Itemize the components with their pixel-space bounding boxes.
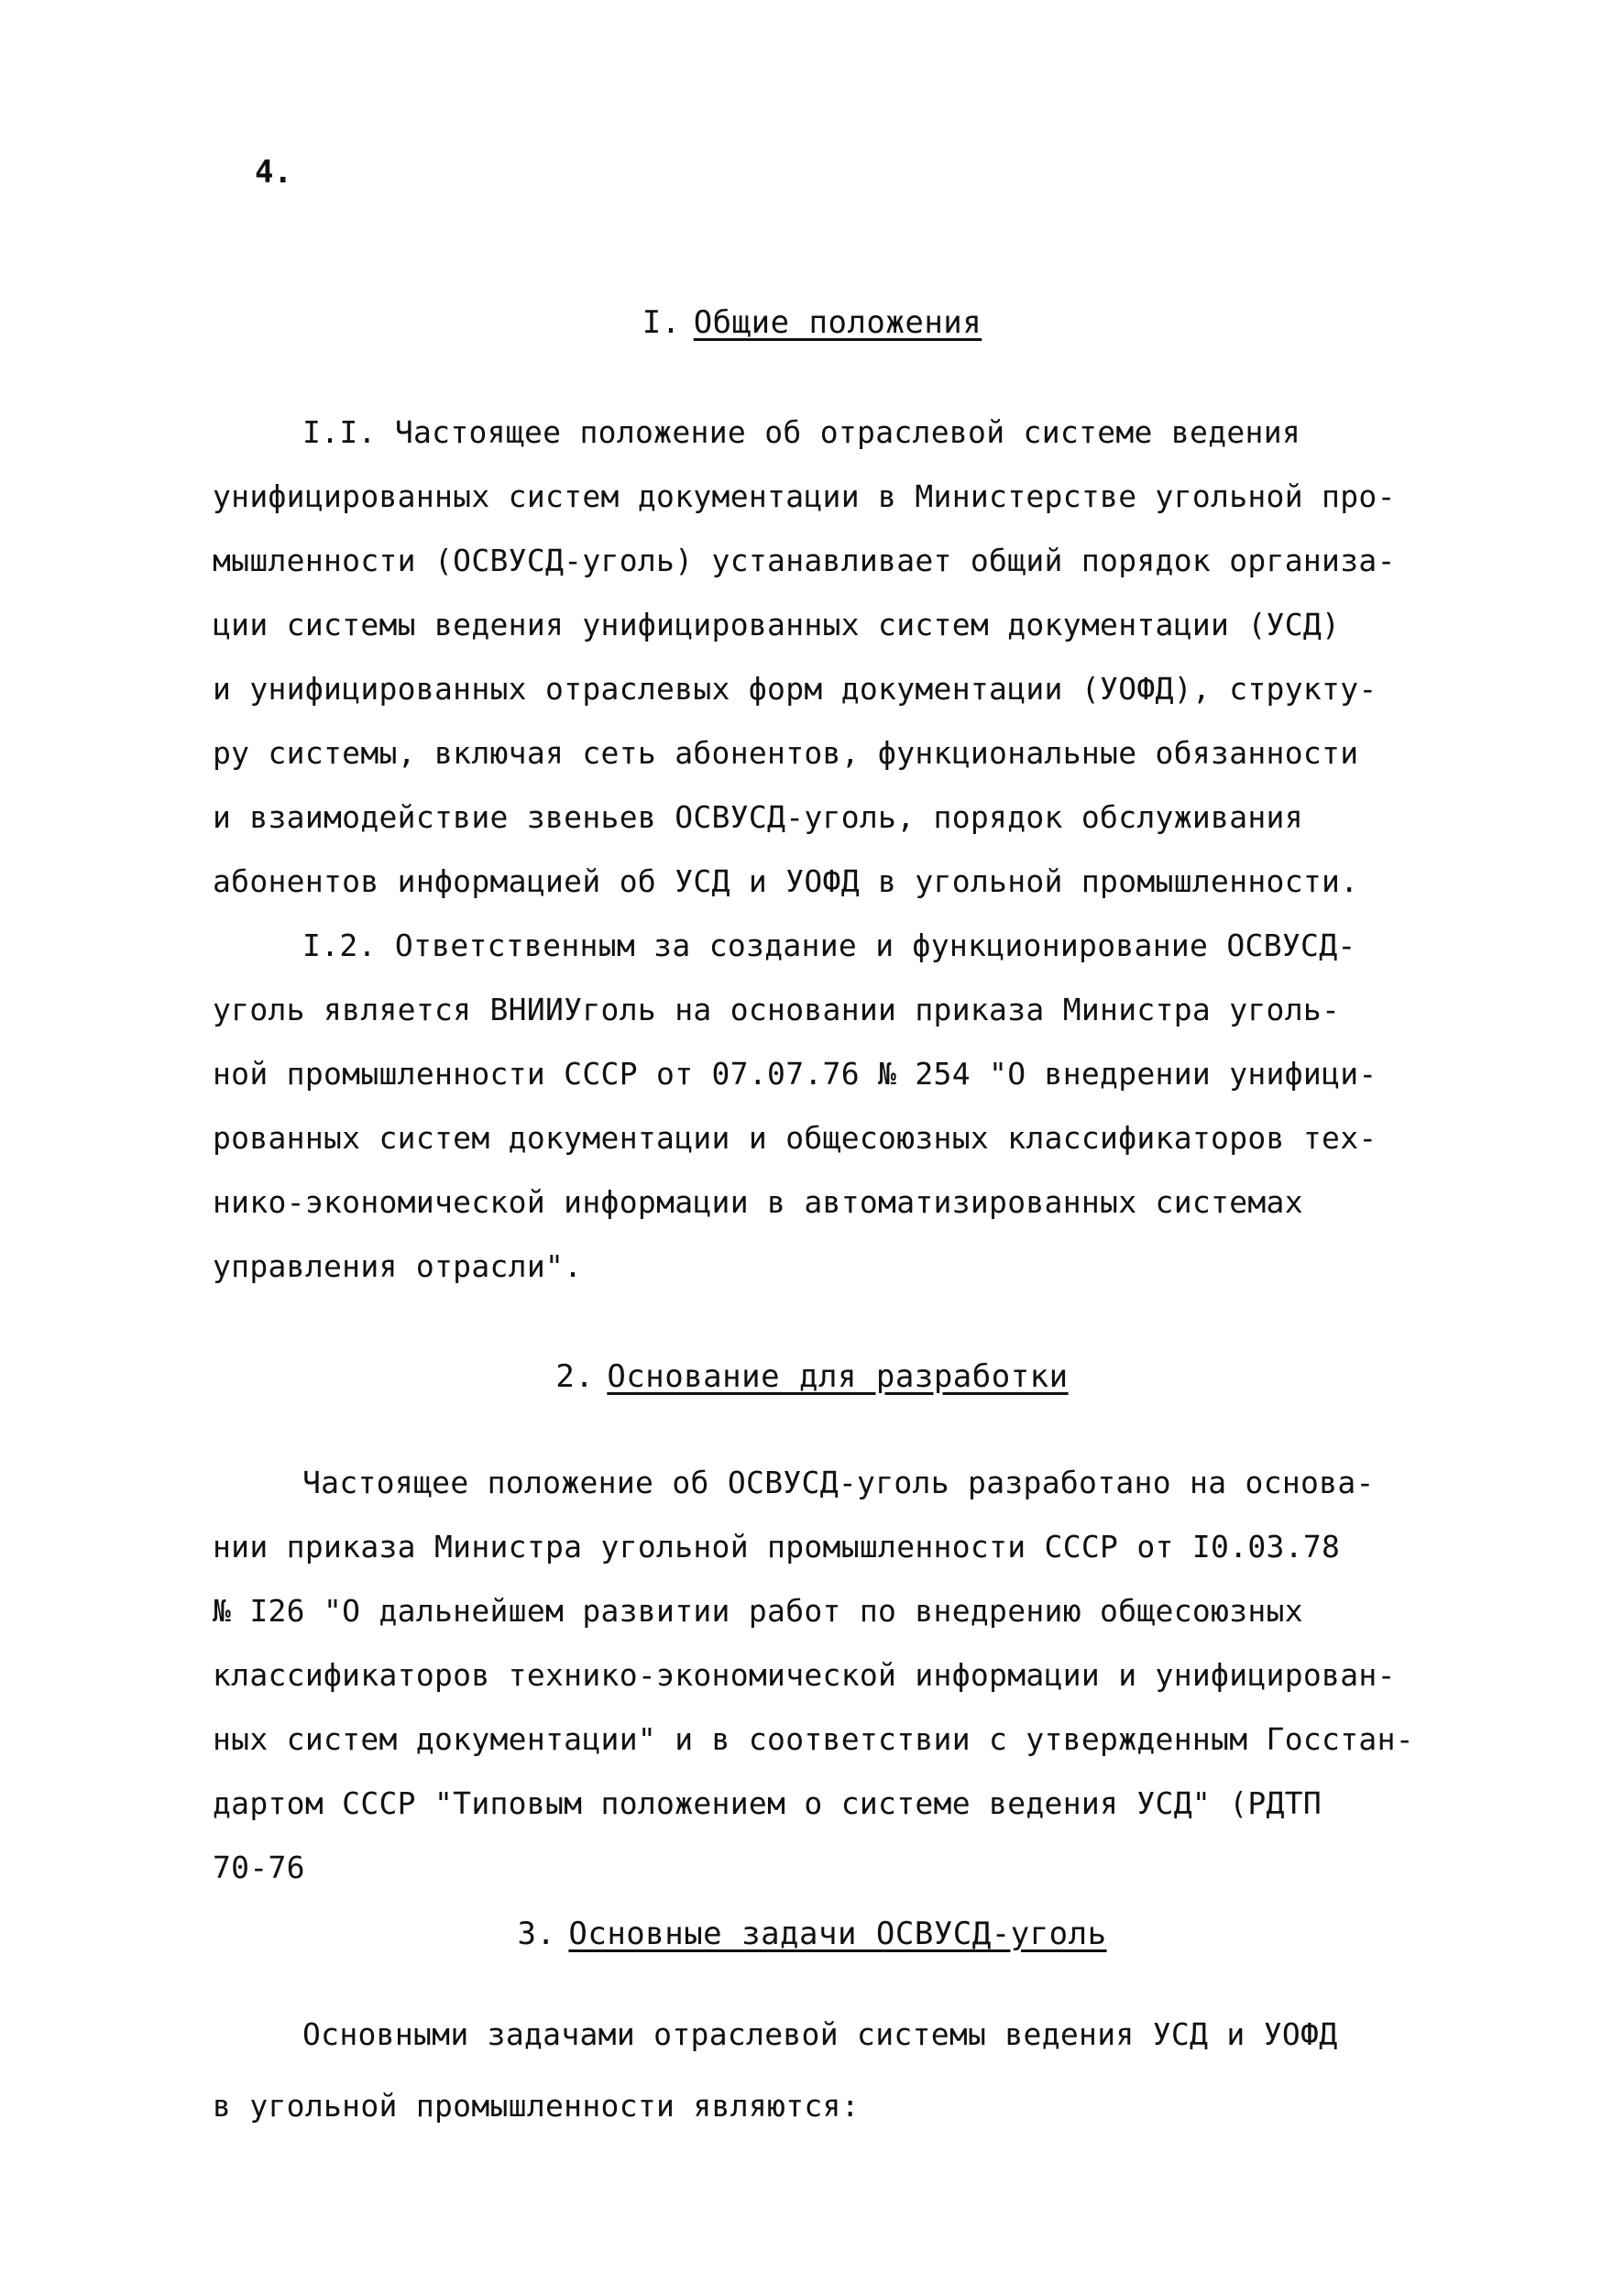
- paragraph-line: ции системы ведения унифицированных систем документации (УСД): [213, 607, 1341, 642]
- paragraph-line: рованных систем документации и общесоюзных классификаторов тех-: [213, 1120, 1377, 1156]
- section-2-title: Основание для разработки: [607, 1358, 1069, 1395]
- paragraph-line: нико-экономической информации в автоматизированных системах: [213, 1184, 1303, 1220]
- paragraph-line: 70-76: [213, 1850, 305, 1885]
- section-2-number: 2.: [555, 1358, 595, 1395]
- paragraph-line: унифицированных систем документации в Министерстве угольной про-: [213, 478, 1396, 514]
- paragraph-line: дартом СССР "Типовым положением о системе ведения УСД" (РДТП: [213, 1785, 1322, 1821]
- paragraph-line: управления отрасли".: [213, 1248, 583, 1284]
- paragraph-line: Основными задачами отраслевой системы ведения УСД и УОФД: [302, 2016, 1338, 2052]
- section-1-number: I.: [642, 304, 681, 341]
- paragraph-line: ных систем документации" и в соответствии с утвержденным Госстан-: [213, 1721, 1414, 1757]
- paragraph-line: I.2. Ответственным за создание и функционирование ОСВУСД-: [302, 928, 1356, 963]
- paragraph-line: мышленности (ОСВУСД-уголь) устанавливает общий порядок организа-: [213, 543, 1396, 578]
- paragraph-line: абонентов информацией об УСД и УОФД в угольной промышленности.: [213, 863, 1359, 899]
- section-1-title: Общие положения: [693, 304, 982, 341]
- paragraph-line: нии приказа Министра угольной промышленности СССР от I0.03.78: [213, 1529, 1341, 1565]
- paragraph-line: и унифицированных отраслевых форм документации (УОФД), структу-: [213, 671, 1377, 707]
- paragraph-line: I.I. Частоящее положение об отраслевой системе ведения: [302, 414, 1301, 450]
- page-number: 4.: [255, 154, 292, 191]
- section-3-heading: [0, 1916, 1624, 1952]
- paragraph-line: уголь является ВНИИУголь на основании приказа Министра уголь-: [213, 992, 1341, 1027]
- paragraph-line: ру системы, включая сеть абонентов, функциональные обязанности: [213, 735, 1359, 771]
- section-3-number: 3.: [517, 1916, 556, 1952]
- section-3-title: Основные задачи ОСВУСД-уголь: [568, 1916, 1107, 1952]
- section-1-heading: [0, 304, 1624, 341]
- paragraph-line: № I26 "О дальнейшем развитии работ по внедрению общесоюзных: [213, 1593, 1303, 1629]
- section-2-heading: [0, 1358, 1624, 1395]
- paragraph-line: ной промышленности СССР от 07.07.76 № 254 "О внедрении унифици-: [213, 1056, 1377, 1092]
- paragraph-line: в угольной промышленности являются:: [213, 2088, 860, 2124]
- paragraph-line: Частоящее положение об ОСВУСД-уголь разработано на основа-: [302, 1465, 1375, 1500]
- paragraph-line: классификаторов технико-экономической информации и унифицирован-: [213, 1657, 1396, 1693]
- paragraph-line: и взаимодействие звеньев ОСВУСД-уголь, порядок обслуживания: [213, 799, 1303, 835]
